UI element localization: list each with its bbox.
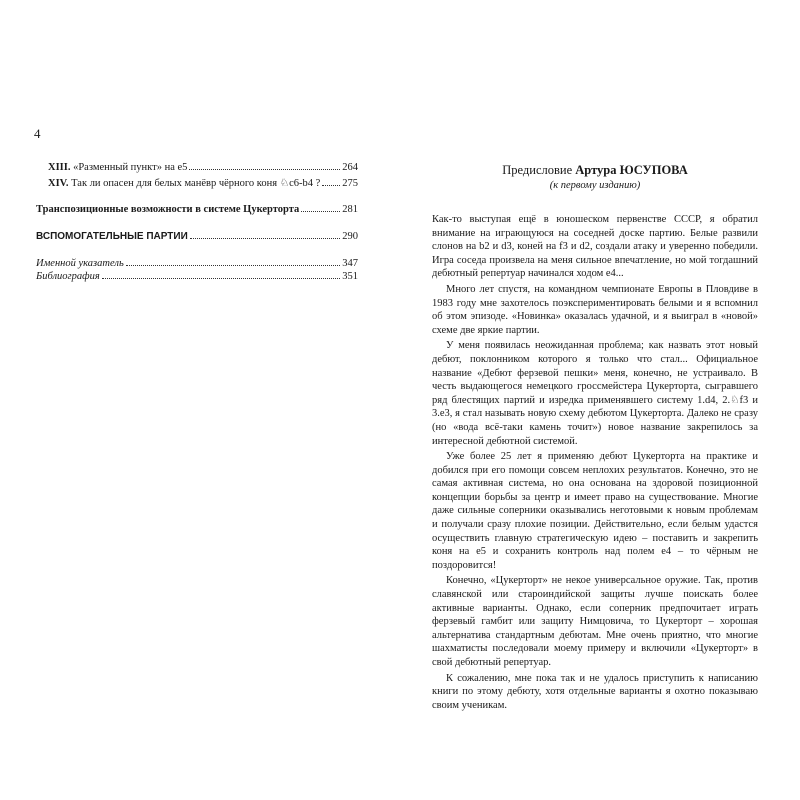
paragraph: У меня появилась неожиданная проблема; как назвать этот новый дебют, поклонником которого я только что стал... Официальное название «Дебют ферзевой пешки» меня, конечно, не устраивало. В честь выдающегося немецкого гроссмейстера Цукерторта, сыгравшего ряд блестящих партий и изредка применявшего систему 1.d4, 2.♘f3 и 3.e3, я стал называть новую схему дебютом Цукерторта. Далеко не сразу (но «вода всё-таки камень точит») новое название закрепилось за интересной дебютной системой. [432,340,758,447]
toc-entry-page: 264 [342,162,358,173]
toc-entry-page: 281 [342,204,358,215]
toc-entry-13[interactable] [36,162,358,173]
table-of-contents [36,162,358,282]
preface-heading [432,163,758,178]
page-number: 4 [34,126,41,141]
preface-heading-author: Артура ЮСУПОВА [575,163,688,177]
toc-entry-page: 275 [342,178,358,189]
paragraph: Много лет спустя, на командном чемпионате Европы в Пловдиве в 1983 году мне захотелось поэкспериментировать белыми и я вспомнил об этом эпизоде. «Новинка» оказалась удачной, и я выиграл в «новой» схеме две яркие партии. [432,283,758,336]
toc-leader-dots [322,185,340,186]
toc-entry-auxiliary-games[interactable] [36,231,358,242]
paragraph: К сожалению, мне пока так и не удалось приступить к написанию книги по этому дебюту, хотя отдельные варианты я охотно показываю своим ученикам. [432,672,758,711]
paragraph: Как-то выступая ещё в юношеском первенстве СССР, я обратил внимание на играющуюся на соседней доске партию. Белые развили слонов на b2 и d3, коней на f3 и d2, создали атаку и уверенно победили. Игра соседа произвела на меня сильное впечатление, но мой тогдашний дебютный репертуар начинался ходом е4... [432,214,758,280]
toc-entry-page: 351 [342,271,358,282]
toc-leader-dots [190,238,340,239]
toc-leader-dots [126,265,341,266]
paragraph: Конечно, «Цукерторт» не некое универсальное оружие. Так, против славянской или староиндийской защиты лучше поискать более активные варианты. Однако, если соперник предпочитает играть ферзевый гамбит или защиту Нимцовича, то Цукерторт – хорошая альтернатива стандартным дебютам. Мне очень приятно, что многие шахматисты последовали моему примеру и включили «Цукерторт» в свой дебютный репертуар. [432,575,758,668]
toc-leader-dots [301,211,340,212]
toc-entry-title: Библиография [36,271,100,282]
toc-entry-page: 347 [342,258,358,269]
preface-section [432,163,758,714]
toc-entry-page: 290 [342,231,358,242]
preface-heading-prefix: Предисловие [502,163,573,177]
toc-leader-dots [102,278,341,279]
toc-entry-14[interactable] [36,177,358,189]
toc-entry-name-index[interactable] [36,258,358,269]
toc-entry-title: «Разменный пункт» на е5 [73,162,188,173]
toc-leader-dots [189,169,340,170]
toc-entry-number: XIV. [48,178,69,189]
toc-entry-title: Именной указатель [36,258,124,269]
toc-entry-transpositions[interactable] [36,204,358,215]
toc-entry-title: Так ли опасен для белых манёвр чёрного коня ♘с6-b4 ? [71,178,321,189]
toc-entry-number: XIII. [48,162,71,173]
toc-entry-title: Транспозиционные возможности в системе Цукерторта [36,204,300,215]
preface-subtitle: (к первому изданию) [549,180,641,191]
toc-entry-bibliography[interactable] [36,271,358,282]
toc-entry-title: ВСПОМОГАТЕЛЬНЫЕ ПАРТИИ [36,231,188,242]
paragraph: Уже более 25 лет я применяю дебют Цукерторта на практике и добился при его помощи совсем неплохих результатов. Конечно, это не самая активная система, но она основана на здоровой позиционной концепции борьбы за центр и имеет право на существование. Многие даже сильные соперники оказывались неготовыми к новым проблемам и получали сразу плохие позиции. Действительно, если белым удастся осуществить главную стратегическую идею – поставить и закрепить коня на е5 и сохранить контроль над полем е4 – то чёрным не поздоровится! [432,451,758,571]
preface-body [432,213,758,712]
